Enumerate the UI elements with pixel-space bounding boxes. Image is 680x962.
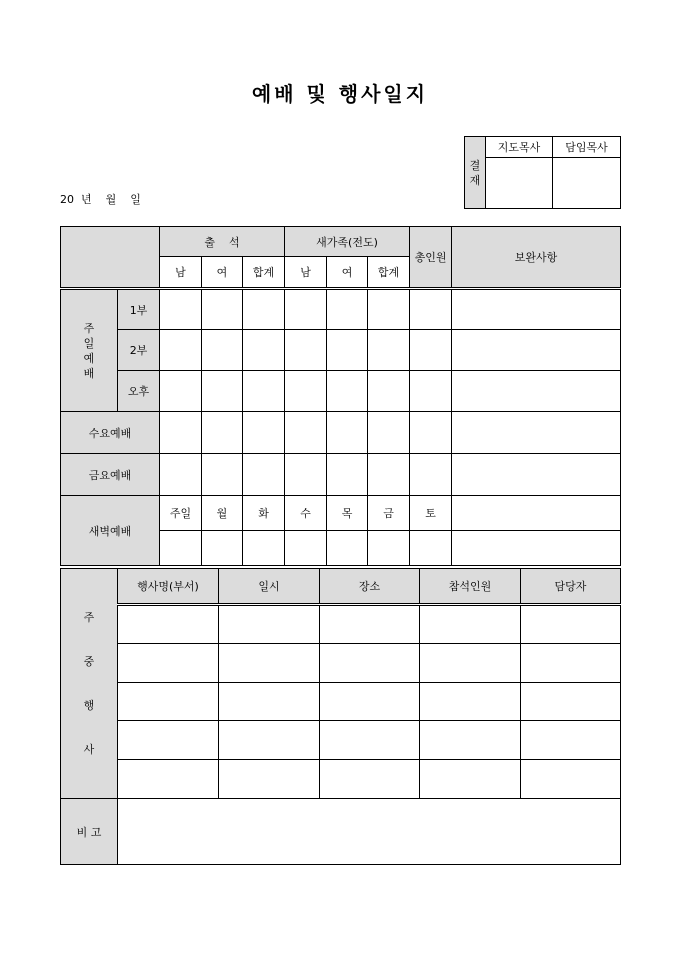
cell[interactable]: [452, 531, 621, 566]
cell[interactable]: [327, 371, 368, 412]
cell[interactable]: [410, 412, 452, 454]
weekday-mon: 월: [202, 496, 243, 531]
approval-col-supervising-pastor: 지도목사: [486, 137, 553, 158]
header-place: 장소: [320, 569, 420, 605]
cell[interactable]: [219, 644, 320, 683]
attendance-table: [60, 226, 621, 566]
approval-box: [464, 136, 621, 209]
cell[interactable]: [219, 760, 320, 799]
cell[interactable]: [160, 454, 202, 496]
weekly-events-table: [60, 568, 621, 865]
weekday-fri: 금: [368, 496, 410, 531]
cell[interactable]: [410, 371, 452, 412]
cell[interactable]: [452, 412, 621, 454]
cell[interactable]: [118, 760, 219, 799]
cell[interactable]: [452, 454, 621, 496]
notes-field[interactable]: [118, 799, 621, 865]
cell[interactable]: [285, 330, 327, 371]
cell[interactable]: [202, 412, 243, 454]
cell[interactable]: [243, 454, 285, 496]
weekday-thu: 목: [327, 496, 368, 531]
date-line: 20 년 월 일: [60, 193, 141, 206]
cell[interactable]: [118, 721, 219, 760]
cell[interactable]: [420, 721, 521, 760]
weekday-sun: 주일: [160, 496, 202, 531]
cell[interactable]: [285, 289, 327, 330]
cell[interactable]: [420, 644, 521, 683]
dawn-service-label: 새벽예배: [61, 496, 160, 566]
cell[interactable]: [160, 289, 202, 330]
cell[interactable]: [410, 330, 452, 371]
header-male: 남: [160, 257, 202, 289]
header-event-name: 행사명(부서): [118, 569, 219, 605]
cell[interactable]: [420, 605, 521, 644]
cell[interactable]: [243, 330, 285, 371]
cell[interactable]: [521, 760, 621, 799]
page-title: 예배 및 행사일지: [251, 82, 429, 106]
weekday-tue: 화: [243, 496, 285, 531]
cell[interactable]: [410, 289, 452, 330]
cell[interactable]: [368, 330, 410, 371]
header-sum: 합계: [243, 257, 285, 289]
header-new-male: 남: [285, 257, 327, 289]
service-2: 2부: [118, 330, 160, 371]
weekday-sat: 토: [410, 496, 452, 531]
cell[interactable]: [320, 683, 420, 721]
cell[interactable]: [243, 371, 285, 412]
cell[interactable]: [118, 605, 219, 644]
cell[interactable]: [410, 531, 452, 566]
cell[interactable]: [285, 371, 327, 412]
weekly-events-label: 주 중 행 사: [61, 569, 118, 799]
weekday-wed: 수: [285, 496, 327, 531]
cell[interactable]: [202, 531, 243, 566]
wednesday-service-label: 수요예배: [61, 412, 160, 454]
cell[interactable]: [452, 371, 621, 412]
header-remarks: 보완사항: [452, 227, 621, 289]
cell[interactable]: [420, 683, 521, 721]
cell[interactable]: [452, 330, 621, 371]
cell[interactable]: [160, 531, 202, 566]
cell[interactable]: [327, 330, 368, 371]
header-new-sum: 합계: [368, 257, 410, 289]
sunday-service-label: 주 일 예 배: [61, 289, 118, 412]
approval-col-senior-pastor: 담임목사: [553, 137, 621, 158]
cell[interactable]: [285, 412, 327, 454]
cell[interactable]: [327, 454, 368, 496]
header-female: 여: [202, 257, 243, 289]
header-attendance: 출 석: [160, 227, 285, 257]
cell[interactable]: [368, 371, 410, 412]
cell[interactable]: [202, 330, 243, 371]
cell[interactable]: [285, 531, 327, 566]
cell[interactable]: [368, 412, 410, 454]
cell[interactable]: [243, 531, 285, 566]
cell[interactable]: [160, 371, 202, 412]
header-total: 총인원: [410, 227, 452, 289]
header-new-female: 여: [327, 257, 368, 289]
header-person-in-charge: 담당자: [521, 569, 621, 605]
cell[interactable]: [320, 644, 420, 683]
cell[interactable]: [368, 531, 410, 566]
cell[interactable]: [118, 644, 219, 683]
cell[interactable]: [327, 412, 368, 454]
cell[interactable]: [320, 760, 420, 799]
cell[interactable]: [219, 605, 320, 644]
approval-sign-senior[interactable]: [553, 158, 621, 209]
cell[interactable]: [285, 454, 327, 496]
approval-sign-supervising[interactable]: [486, 158, 553, 209]
cell[interactable]: [420, 760, 521, 799]
cell[interactable]: [202, 454, 243, 496]
friday-service-label: 금요예배: [61, 454, 160, 496]
approval-label: 결 재: [465, 137, 486, 209]
cell[interactable]: [320, 721, 420, 760]
cell[interactable]: [202, 289, 243, 330]
cell[interactable]: [243, 289, 285, 330]
cell[interactable]: [452, 289, 621, 330]
cell[interactable]: [160, 330, 202, 371]
service-1: 1부: [118, 289, 160, 330]
cell[interactable]: [327, 531, 368, 566]
cell[interactable]: [521, 644, 621, 683]
cell[interactable]: [521, 605, 621, 644]
cell[interactable]: [452, 496, 621, 531]
notes-label: 비 고: [61, 799, 118, 865]
cell[interactable]: [219, 721, 320, 760]
cell[interactable]: [327, 289, 368, 330]
cell[interactable]: [368, 289, 410, 330]
cell[interactable]: [521, 683, 621, 721]
service-afternoon: 오후: [118, 371, 160, 412]
cell[interactable]: [243, 412, 285, 454]
cell[interactable]: [410, 454, 452, 496]
cell[interactable]: [219, 683, 320, 721]
header-attendees: 참석인원: [420, 569, 521, 605]
cell[interactable]: [521, 721, 621, 760]
header-new-family: 새가족(전도): [285, 227, 410, 257]
cell[interactable]: [202, 371, 243, 412]
header-corner: [61, 227, 160, 289]
cell[interactable]: [160, 412, 202, 454]
cell[interactable]: [368, 454, 410, 496]
cell[interactable]: [118, 683, 219, 721]
header-datetime: 일시: [219, 569, 320, 605]
cell[interactable]: [320, 605, 420, 644]
